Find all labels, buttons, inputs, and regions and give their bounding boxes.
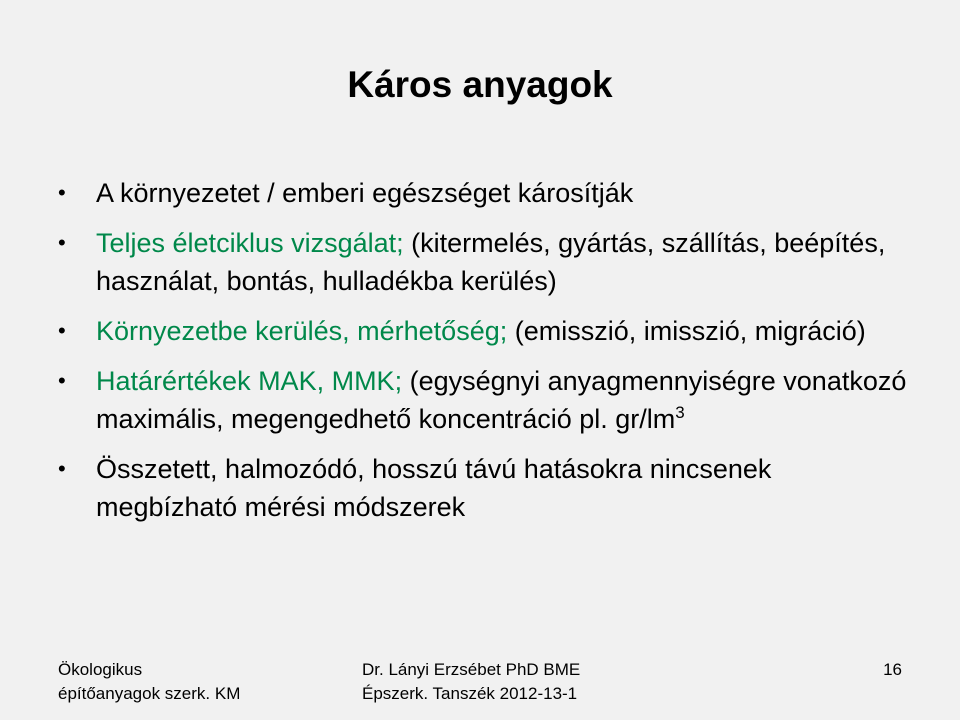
- bullet-dot-icon: •: [58, 230, 66, 255]
- bullet-dot-icon: •: [58, 180, 66, 205]
- bullet-list: [58, 174, 918, 538]
- bullet-text: Összetett, halmozódó, hosszú távú hatásokra nincsenek megbízható mérési módszerek: [96, 454, 772, 522]
- bullet-item: [58, 362, 918, 438]
- bullet-dot-icon: •: [58, 456, 66, 481]
- bullet-item: [58, 312, 918, 350]
- bullet-item: [58, 450, 918, 526]
- superscript: 3: [675, 403, 685, 422]
- footer-course: [58, 658, 240, 706]
- footer-author-line2: Épszerk. Tanszék 2012-13-1: [362, 684, 578, 703]
- bullet-item: [58, 224, 918, 300]
- bullet-text: (kitermelés, gyártás, szállítás, beépítés, használat, bontás, hulladékba kerülés): [96, 228, 886, 296]
- footer-course-line1: Ökologikus: [58, 660, 143, 679]
- footer-course-line2: építőanyagok szerk. KM: [58, 684, 241, 703]
- bullet-highlight: Határértékek MAK, MMK;: [96, 366, 403, 396]
- bullet-highlight: Teljes életciklus vizsgálat;: [96, 228, 404, 258]
- bullet-text: (emisszió, imisszió, migráció): [507, 316, 866, 346]
- bullet-dot-icon: •: [58, 368, 66, 393]
- bullet-item: [58, 174, 918, 212]
- bullet-highlight: Környezetbe kerülés, mérhetőség;: [96, 316, 508, 346]
- bullet-dot-icon: •: [58, 318, 66, 343]
- page-number: 16: [883, 660, 902, 679]
- footer-author-line1: Dr. Lányi Erzsébet PhD BME: [362, 660, 581, 679]
- footer-author: [362, 658, 580, 706]
- bullet-text: A környezetet / emberi egészséget károsítják: [96, 178, 634, 208]
- slide-title: Káros anyagok: [347, 64, 613, 105]
- bullet-text: (egységnyi anyagmennyiségre vonatkozó maximális, megengedhető koncentráció pl. gr/lm: [96, 366, 907, 434]
